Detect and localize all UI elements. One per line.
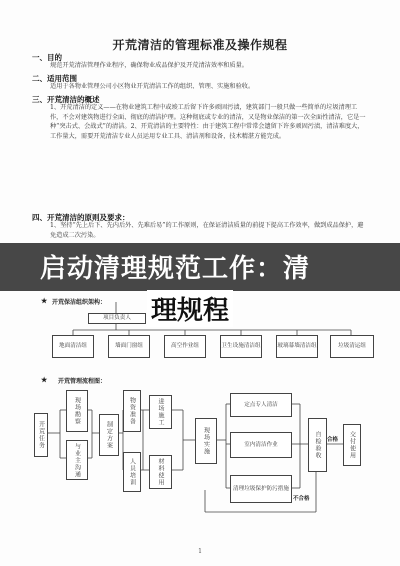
org-group-box: 地面清洁组 bbox=[52, 335, 94, 358]
section-heading-overview: 三、开荒清洁的概述 bbox=[32, 95, 100, 104]
section-heading-scope: 二、适用范围 bbox=[32, 74, 77, 83]
org-chart-star-icon: ★ bbox=[41, 296, 48, 305]
org-group-box: 垃圾清运组 bbox=[330, 335, 374, 358]
org-group-box: 高空作业组 bbox=[164, 335, 206, 358]
org-group-box: 卫生设施清洁组 bbox=[220, 335, 262, 358]
flow-node-start: 开荒任务 bbox=[34, 413, 48, 457]
flow-chart-title: 开荒管理流程图： bbox=[58, 378, 107, 385]
org-chart-title: 开荒保洁组织架构： bbox=[52, 299, 107, 306]
flow-chart-star-icon: ★ bbox=[41, 375, 48, 384]
flow-label-pass: 合格 bbox=[327, 437, 339, 443]
flow-node: 定点专人清洁 bbox=[230, 393, 292, 417]
document-title: 开荒清洁的管理标准及操作规程 bbox=[112, 38, 288, 52]
flow-node: 人员培训 bbox=[123, 452, 141, 492]
section-heading-principles: 四、开荒清洁的原则及要求： bbox=[32, 213, 130, 222]
org-group-box: 墙面门窗组 bbox=[108, 335, 150, 358]
section-body-scope: 适用于各物业管理公司小区物业开荒清洁工作的组织、管理、实施和验收。 bbox=[50, 83, 255, 90]
org-node-top: 项目负责人 bbox=[88, 313, 146, 324]
page-number: 1 bbox=[198, 548, 202, 555]
banner-title-line1: 启动清理规范工作：清 bbox=[40, 254, 311, 284]
section-heading-purpose: 一、目的 bbox=[32, 53, 62, 62]
flow-node: 现场勘察 bbox=[66, 390, 88, 432]
org-group-box: 玻璃幕墙清洁组 bbox=[276, 335, 318, 358]
flow-node: 制定方案 bbox=[99, 414, 119, 456]
section-body-overview: 1、开荒清洁的定义——在物业建筑工程中或竣工后留下许多顽固污渍，建筑部门一般只做一些简单的垃圾清理工作，不会对建筑物进行全面、彻底的清洁护理。这种彻底或专业的清洁，又是物业保洁的第一次全面性清洁，它是一种“突击式、会战式”的清洁。2、开荒清洁的主要特性：由于建筑工程中常常会遗留下许多顽固污渍，清洁难度大，工作量大，需要开荒清洁专业人员运用专业工具、清洁剂和设备，技术精湛方能完成。 bbox=[50, 104, 366, 140]
flow-node: 物资准备 bbox=[123, 390, 141, 432]
banner-title-line2: 理规程 bbox=[147, 290, 233, 327]
flow-node: 室内清洁作业 bbox=[230, 432, 292, 458]
section-body-principles: 1、坚持“先上后下、先内后外、先难后易”的工作原则，在保证清洁质量的前提下提高工作效率，做到成品保护，避免造成二次污染。 bbox=[50, 222, 364, 239]
flow-node: 材料使用 bbox=[149, 455, 172, 489]
flow-node: 清理垃圾保护防污措施 bbox=[230, 475, 292, 503]
section-body-purpose: 规范开荒清洁管理作业程序，确保物业成品保护及开荒清洁效率和质量。 bbox=[50, 62, 248, 69]
flow-node: 进场施工 bbox=[149, 395, 172, 429]
flow-node: 现场实施 bbox=[195, 418, 217, 464]
flow-label-fail: 不合格 bbox=[293, 496, 310, 502]
flow-node: 与业主沟通 bbox=[66, 440, 88, 480]
flow-node-end: 交付使用 bbox=[343, 424, 361, 466]
flow-node-check: 自检验收 bbox=[308, 418, 327, 472]
